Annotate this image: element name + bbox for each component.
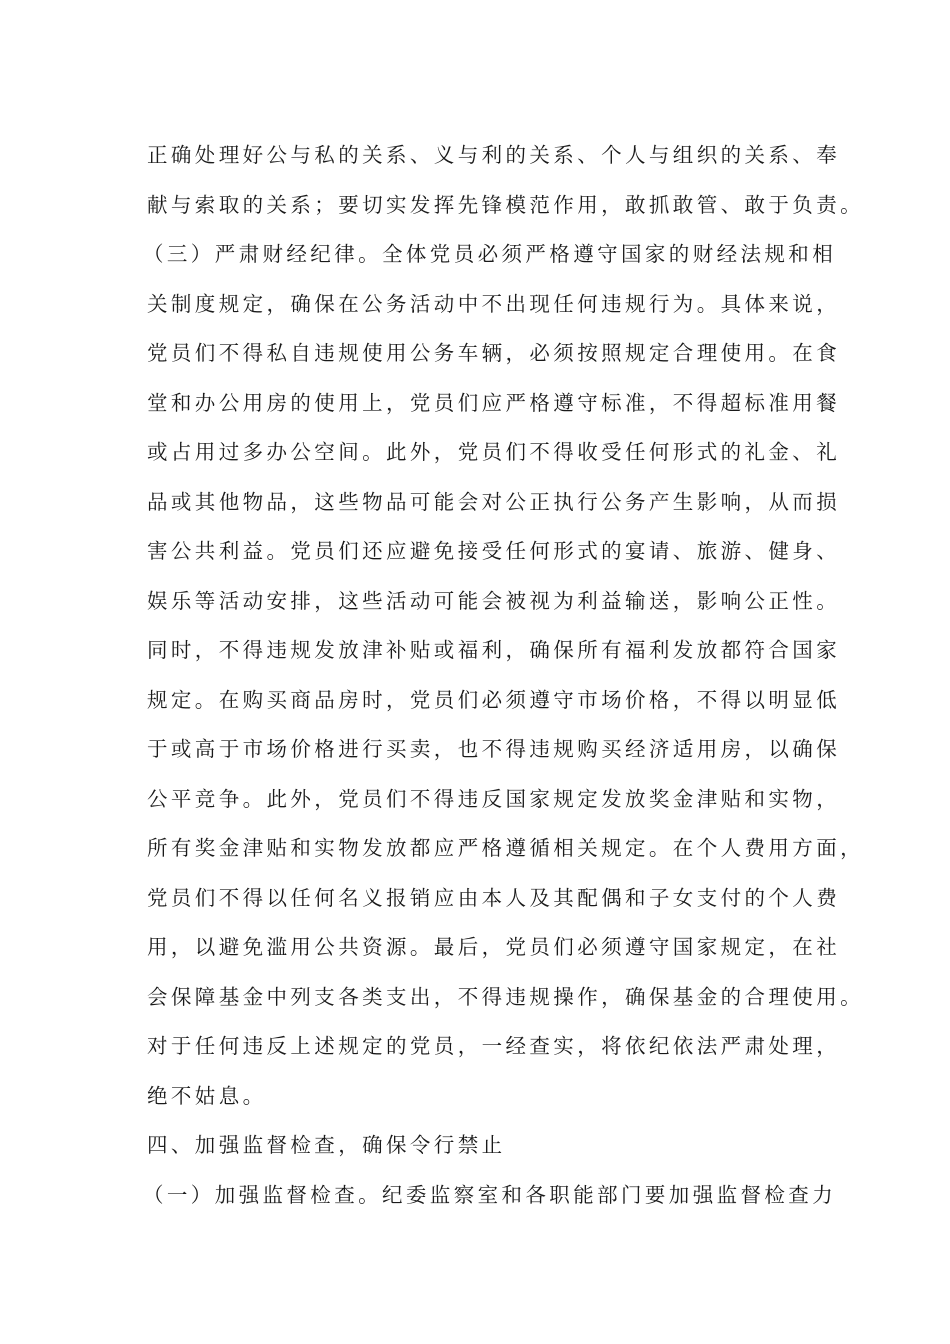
text-line: 娱乐等活动安排，这些活动可能会被视为利益输送，影响公正性。 (147, 588, 841, 613)
text-line: 所有奖金津贴和实物发放都应严格遵循相关规定。在个人费用方面， (147, 836, 864, 860)
text-line: 害公共利益。党员们还应避免接受任何形式的宴请、旅游、健身、 (147, 539, 841, 563)
text-line: 党员们不得私自违规使用公务车辆，必须按照规定合理使用。在食 (147, 341, 841, 365)
text-line: 公平竞争。此外，党员们不得违反国家规定发放奖金津贴和实物， (147, 786, 841, 811)
text-line: 品或其他物品，这些物品可能会对公正执行公务产生影响，从而损 (147, 489, 841, 514)
text-line: 正确处理好公与私的关系、义与利的关系、个人与组织的关系、奉 (147, 143, 841, 167)
text-line: 或占用过多办公空间。此外，党员们不得收受任何形式的礼金、礼 (147, 440, 841, 464)
text-line: 同时，不得违规发放津补贴或福利，确保所有福利发放都符合国家 (147, 638, 841, 662)
body-text (143, 131, 864, 1220)
text-line: 绝不姑息。 (147, 1083, 267, 1108)
text-line: 用，以避免滥用公共资源。最后，党员们必须遵守国家规定，在社 (147, 935, 841, 959)
subsection-heading-1: （一）加强监督检查。纪委监察室和各职能部门要加强监督检查力 (143, 1182, 837, 1207)
text-line: 党员们不得以任何名义报销应由本人及其配偶和子女支付的个人费 (147, 885, 841, 910)
text-line: 献与索取的关系；要切实发挥先锋模范作用，敢抓敢管、敢于负责。 (147, 192, 864, 217)
section-heading-4: 四、加强监督检查，确保令行禁止 (147, 1133, 506, 1157)
text-line: 会保障基金中列支各类支出，不得违规操作，确保基金的合理使用。 (147, 984, 864, 1009)
text-line: 于或高于市场价格进行买卖，也不得违规购买经济适用房，以确保 (147, 737, 841, 761)
text-line: 堂和办公用房的使用上，党员们应严格遵守标准，不得超标准用餐 (147, 390, 841, 415)
text-line: 对于任何违反上述规定的党员，一经查实，将依纪依法严肃处理， (147, 1034, 841, 1058)
section-heading-3: （三）严肃财经纪律。全体党员必须严格遵守国家的财经法规和相 (143, 242, 837, 266)
text-line: 规定。在购买商品房时，党员们必须遵守市场价格，不得以明显低 (147, 687, 841, 712)
text-line: 关制度规定，确保在公务活动中不出现任何违规行为。具体来说， (147, 291, 841, 316)
